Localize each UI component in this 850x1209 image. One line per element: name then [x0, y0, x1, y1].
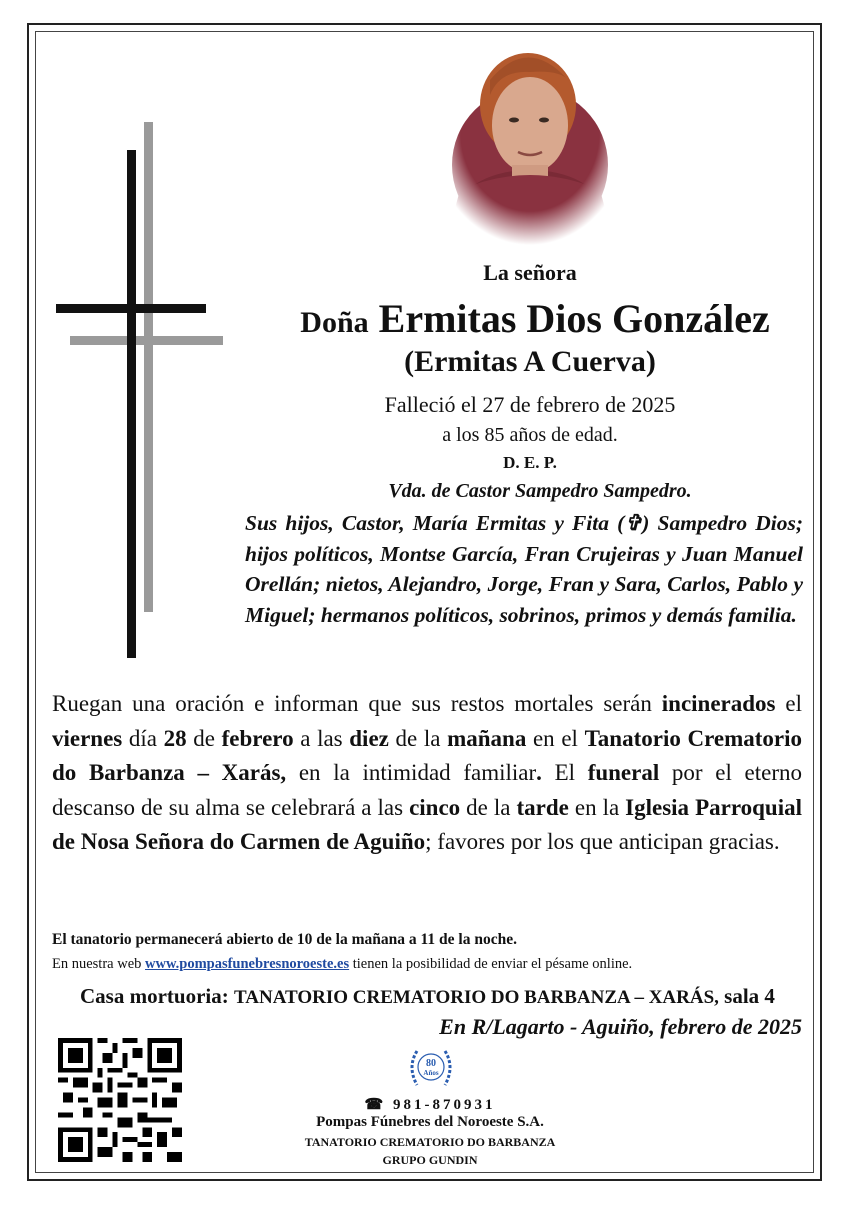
group-name: GRUPO GUNDIN — [382, 1153, 478, 1167]
anniversary-logo — [403, 1043, 459, 1093]
phone-number[interactable]: ☎ 981-870931 — [364, 1097, 496, 1113]
web-note: En nuestra web www.pompasfunebresnoroeste.es tienen la posibilidad de enviar el pésame online. — [52, 956, 633, 972]
full-name: Ermitas Dios González — [378, 296, 770, 341]
nickname: (Ermitas A Cuerva) — [404, 345, 656, 378]
tanatorio-name: TANATORIO CREMATORIO DO BARBANZA — [304, 1135, 556, 1149]
family-list: Sus hijos, Castor, María Ermitas y Fita (✞) Sampedro Dios; hijos políticos, Montse García, Fran Crujeiras y Juan Manuel Orellán; nietos, Alejandro, Jorge, Fran y Sara, Carlos, Pablo y Miguel; hermanos políticos, sobrinos, primos y demás familia. — [245, 511, 803, 627]
funeral-home: Casa mortuoria: TANATORIO CREMATORIO DO BARBANZA – XARÁS, sala 4 — [80, 984, 775, 1008]
qr-code[interactable] — [58, 1038, 182, 1162]
place-date: En R/Lagarto - Aguiño, febrero de 2025 — [439, 1014, 802, 1039]
deceased-name — [245, 295, 825, 342]
logo-word: Años — [423, 1069, 439, 1077]
age: a los 85 años de edad. — [442, 424, 618, 446]
dona-label: Doña — [300, 306, 369, 339]
ceremony-announcement: Ruegan una oración e informan que sus restos mortales serán incinerados el viernes día 28 de febrero a las diez de la mañana en el Tanatorio Crematorio do Barbanza – Xarás, en la intimidad familiar. El funeral por el eterno descanso de su alma se celebrará a las cinco de la tarde en la Iglesia Parroquial de Nosa Señora do Carmen de Aguiño; favores por los que anticipan gracias. — [52, 691, 803, 854]
website-link[interactable]: www.pompasfunebresnoroeste.es — [145, 956, 350, 972]
phone-icon: ☎ — [364, 1097, 387, 1113]
widow-of: Vda. de Castor Sampedro Sampedro. — [388, 480, 692, 502]
portrait-photo — [440, 40, 620, 245]
tanatorio-hours: El tanatorio permanecerá abierto de 10 de la mañana a 11 de la noche. — [52, 931, 517, 948]
rip-label: D. E. P. — [503, 453, 557, 472]
death-date: Falleció el 27 de febrero de 2025 — [384, 392, 676, 417]
company-name: Pompas Fúnebres del Noroeste S.A. — [316, 1114, 544, 1130]
logo-number: 80 — [426, 1058, 436, 1069]
la-senora-label: La señora — [483, 260, 577, 285]
